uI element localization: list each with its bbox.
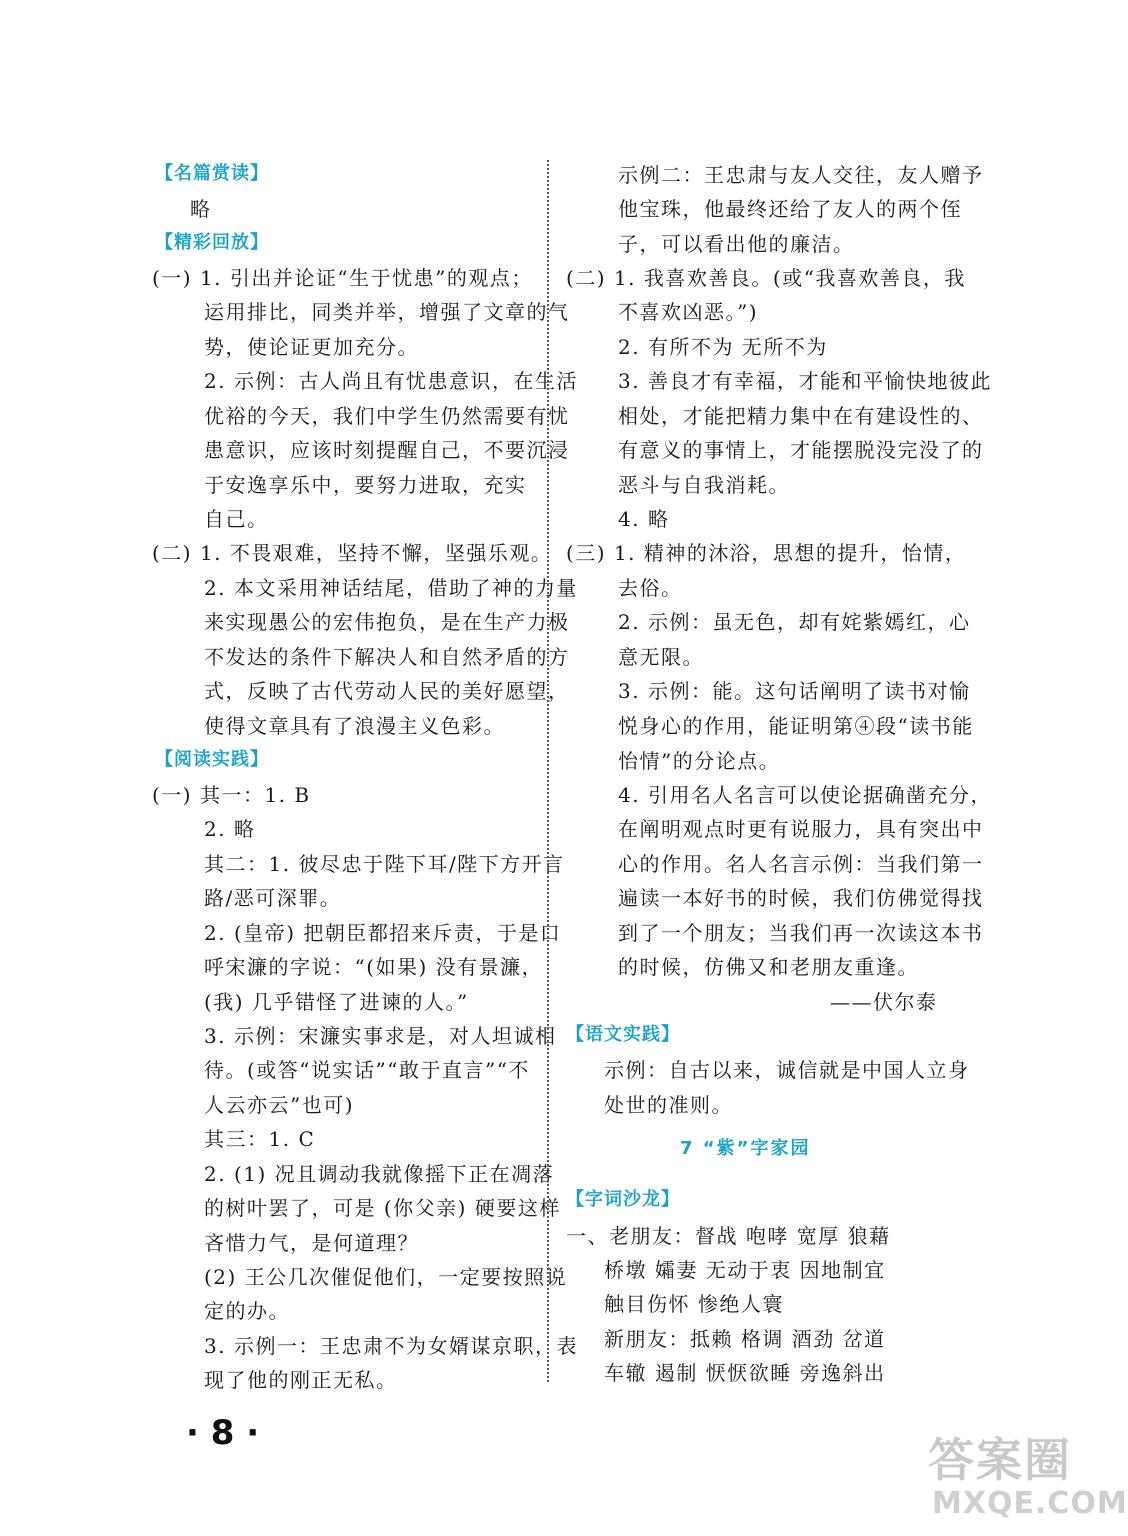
text-line: 吝惜力气，是何道理？	[204, 1231, 419, 1255]
text-line: 在阐明观点时更有说服力，具有突出中	[618, 817, 984, 841]
watermark-url: MXQE.COM	[932, 1486, 1128, 1521]
text-line: (一) 其一：1. B	[152, 783, 311, 807]
text-line: 待。(或答“说实话”“敢于直言”“不	[204, 1058, 530, 1082]
text-line: 略	[190, 197, 212, 221]
text-line: 现了他的刚正无私。	[204, 1368, 398, 1392]
text-line: 势，使论证更加充分。	[204, 335, 419, 359]
text-line: 不喜欢凶恶。”)	[618, 300, 759, 324]
text-line: 的时候，仿佛又和老朋友重逢。	[618, 955, 919, 979]
text-line: 2. 有所不为 无所不为	[618, 335, 828, 359]
section-heading: 【语文实践】	[566, 1024, 680, 1045]
section-heading: 【名篇赏读】	[155, 163, 269, 184]
text-line: 车辙 遏制 恹恹欲睡 旁逸斜出	[604, 1361, 886, 1385]
text-line: 2. 本文采用神话结尾，借助了神的力量	[204, 576, 578, 600]
text-line: 优裕的今天，我们中学生仍然需要有忧	[204, 404, 570, 428]
text-line: 不发达的条件下解决人和自然矛盾的方	[204, 645, 570, 669]
text-line: 运用排比，同类并举，增强了文章的气	[204, 300, 570, 324]
text-line: 路/恶可深罪。	[204, 886, 342, 910]
text-line: 遍读一本好书的时候，我们仿佛觉得找	[618, 886, 984, 910]
text-line: 式，反映了古代劳动人民的美好愿望，	[204, 679, 570, 703]
page-number: · 8 ·	[186, 1413, 260, 1453]
text-line: 3. 示例一：王忠肃不为女婿谋京职，表	[204, 1334, 578, 1358]
text-line: (2) 王公几次催促他们，一定要按照说	[204, 1265, 568, 1289]
text-line: 有意义的事情上，才能摆脱没完没了的	[618, 438, 984, 462]
text-line: 示例二：王忠肃与友人交往，友人赠予	[618, 163, 984, 187]
text-line: 悦身心的作用，能证明第④段“读书能	[618, 714, 974, 738]
column-divider	[547, 160, 549, 1382]
text-line: (我) 几乎错怪了进谏的人。”	[204, 990, 469, 1014]
text-line: 定的办。	[204, 1299, 290, 1323]
text-line: 怡情”的分论点。	[618, 749, 781, 773]
text-line: 心的作用。名人名言示例：当我们第一	[618, 852, 984, 876]
text-line: 人云亦云”也可)	[204, 1093, 355, 1117]
text-line: 3. 示例：宋濂实事求是，对人坦诚相	[204, 1024, 557, 1048]
text-line: 来实现愚公的宏伟抱负，是在生产力极	[204, 610, 570, 634]
text-line: 到了一个朋友；当我们再一次读这本书	[618, 921, 984, 945]
text-line: 3. 善良才有幸福，才能和平愉快地彼此	[618, 369, 992, 393]
section-heading: 【字词沙龙】	[566, 1189, 680, 1210]
section-heading: 【阅读实践】	[155, 749, 269, 770]
text-line: 新朋友：抵赖 格调 酒劲 岔道	[604, 1327, 886, 1351]
text-line: 其三：1. C	[204, 1127, 316, 1151]
text-line: 处世的准则。	[604, 1093, 733, 1117]
watermark-logo	[924, 1422, 1128, 1530]
text-line: 子，可以看出他的廉洁。	[618, 232, 855, 256]
text-line: 一、老朋友：督战 咆哮 宽厚 狼藉	[566, 1224, 891, 1248]
text-line: 于安逸享乐中，要努力进取，充实	[204, 473, 527, 497]
text-line: 恶斗与自我消耗。	[618, 473, 790, 497]
text-line: 意无限。	[618, 645, 704, 669]
text-line: (二) 1. 我喜欢善良。(或“我喜欢善良，我	[566, 266, 966, 290]
lesson-title: 7 “紫”字家园	[680, 1138, 811, 1159]
text-line: 他宝珠，他最终还给了友人的两个侄	[618, 197, 962, 221]
watermark-text: 答案圈	[928, 1433, 1072, 1487]
text-line: 其二：1. 彼尽忠于陛下耳/陛下方开言	[204, 852, 565, 876]
text-line: 使得文章具有了浪漫主义色彩。	[204, 714, 505, 738]
text-line: 2. (1) 况且调动我就像摇下正在凋落	[204, 1162, 555, 1186]
text-line: 去俗。	[618, 576, 683, 600]
text-line: 2. 示例：古人尚且有忧患意识，在生活	[204, 369, 578, 393]
quote-attribution: ——伏尔泰	[830, 990, 938, 1014]
text-line: 相处，才能把精力集中在有建设性的、	[618, 404, 984, 428]
text-line: 桥墩 孀妻 无动于衷 因地制宜	[604, 1258, 886, 1282]
text-line: 患意识，应该时刻提醒自己，不要沉浸	[204, 438, 570, 462]
text-line: (二) 1. 不畏艰难，坚持不懈，坚强乐观。	[152, 541, 553, 565]
text-line: 自己。	[204, 507, 269, 531]
text-line: 的树叶罢了，可是 (你父亲) 硬要这样	[204, 1196, 561, 1220]
text-line: (一) 1. 引出并论证“生于忧患”的观点；	[152, 266, 533, 290]
section-heading: 【精彩回放】	[155, 232, 269, 253]
text-line: 2. 略	[204, 817, 256, 841]
text-line: 3. 示例：能。这句话阐明了读书对愉	[618, 679, 971, 703]
text-line: 2. 示例：虽无色，却有姹紫嫣红，心	[618, 610, 971, 634]
text-line: 4. 略	[618, 507, 670, 531]
text-line: 呼宋濂的字说：“(如果) 没有景濂，	[204, 955, 544, 979]
text-line: 4. 引用名人名言可以使论据确凿充分，	[618, 783, 992, 807]
text-line: 2. (皇帝) 把朝臣都招来斥责，于是口	[204, 921, 562, 945]
text-line: (三) 1. 精神的沐浴，思想的提升，怡情，	[566, 541, 967, 565]
text-line: 示例：自古以来，诚信就是中国人立身	[604, 1058, 970, 1082]
text-line: 触目伤怀 惨绝人寰	[604, 1292, 784, 1316]
